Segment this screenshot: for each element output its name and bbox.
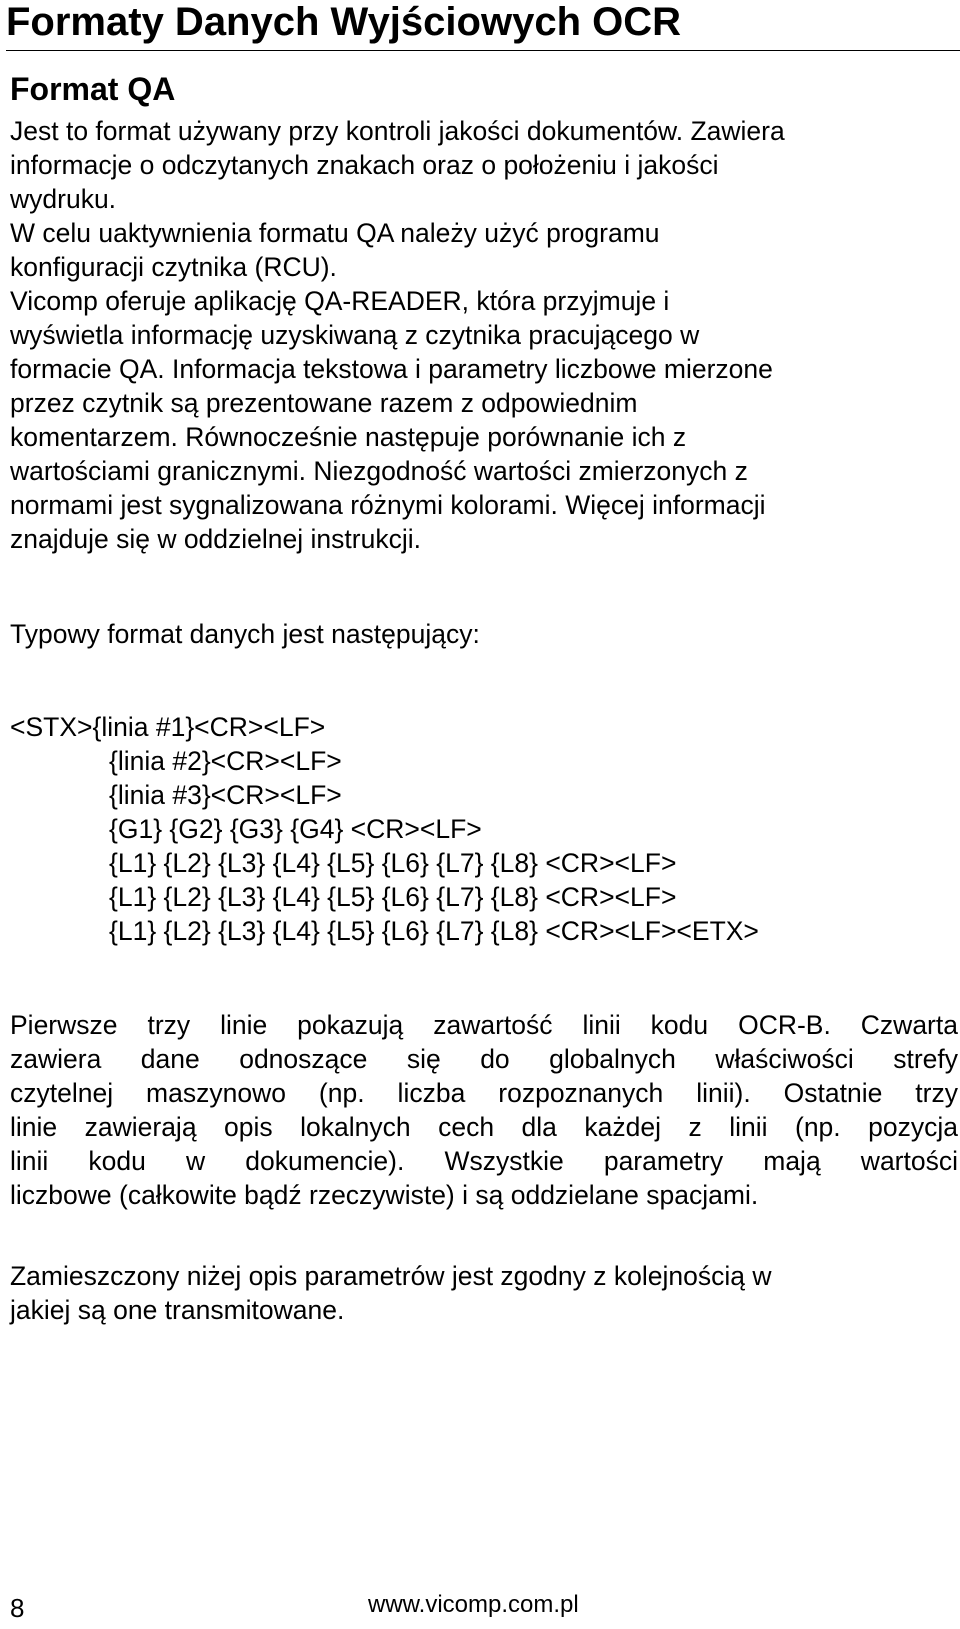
data-format-code-block	[10, 710, 759, 948]
text-line: liczbowe (całkowite bądź rzeczywiste) i są oddzielane spacjami.	[10, 1180, 759, 1210]
text-line: wartościami granicznymi. Niezgodność wartości zmierzonych z	[10, 456, 748, 486]
text-line: konfiguracji czytnika (RCU).	[10, 252, 337, 282]
text-line: linii kodu w dokumencie). Wszystkie parametry mają wartości	[10, 1146, 958, 1176]
code-line: {L1} {L2} {L3} {L4} {L5} {L6} {L7} {L8} <CR><LF><ETX>	[109, 916, 759, 946]
text-line: linie zawierają opis lokalnych cech dla każdej z linii (np. pozycja	[10, 1112, 958, 1142]
text-line: czytelnej maszynowo (np. liczba rozpoznanych linii). Ostatnie trzy	[10, 1078, 958, 1108]
code-line: {linia #2}<CR><LF>	[109, 746, 342, 776]
text-line: wyświetla informację uzyskiwaną z czytnika pracującego w	[10, 320, 700, 350]
text-line: formacie QA. Informacja tekstowa i parametry liczbowe mierzone	[10, 354, 773, 384]
code-line: {G1} {G2} {G3} {G4} <CR><LF>	[109, 814, 482, 844]
text-line: znajduje się w oddzielnej instrukcji.	[10, 524, 421, 554]
text-line: wydruku.	[10, 184, 117, 214]
code-line: {linia #3}<CR><LF>	[109, 780, 342, 810]
code-line: <STX>{linia #1}<CR><LF>	[10, 712, 326, 742]
text-line: Jest to format używany przy kontroli jakości dokumentów. Zawiera	[10, 116, 785, 146]
page-number: 8	[10, 1593, 25, 1623]
intro-paragraph	[10, 114, 958, 556]
page-title: Formaty Danych Wyjściowych OCR	[6, 0, 681, 44]
text-line: informacje o odczytanych znakach oraz o położeniu i jakości	[10, 150, 719, 180]
text-line: Zamieszczony niżej opis parametrów jest zgodny z kolejnością w	[10, 1261, 772, 1291]
footer-url: www.vicomp.com.pl	[368, 1591, 579, 1618]
text-line: komentarzem. Równocześnie następuje porównanie ich z	[10, 422, 687, 452]
code-line: {L1} {L2} {L3} {L4} {L5} {L6} {L7} {L8} <CR><LF>	[109, 848, 677, 878]
text-line: jakiej są one transmitowane.	[10, 1295, 345, 1325]
typical-format-label: Typowy format danych jest następujący:	[10, 619, 480, 649]
order-paragraph	[10, 1259, 958, 1327]
title-underline	[6, 50, 960, 51]
text-line: zawiera dane odnoszące się do globalnych właściwości strefy	[10, 1044, 958, 1074]
section-heading: Format QA	[10, 71, 176, 107]
code-line: {L1} {L2} {L3} {L4} {L5} {L6} {L7} {L8} <CR><LF>	[109, 882, 677, 912]
text-line: przez czytnik są prezentowane razem z odpowiednim	[10, 388, 638, 418]
description-paragraph	[10, 1008, 958, 1212]
text-line: W celu uaktywnienia formatu QA należy użyć programu	[10, 218, 660, 248]
text-line: normami jest sygnalizowana różnymi kolorami. Więcej informacji	[10, 490, 766, 520]
text-line: Vicomp oferuje aplikację QA-READER, która przyjmuje i	[10, 286, 670, 316]
text-line: Pierwsze trzy linie pokazują zawartość linii kodu OCR-B. Czwarta	[10, 1010, 958, 1040]
